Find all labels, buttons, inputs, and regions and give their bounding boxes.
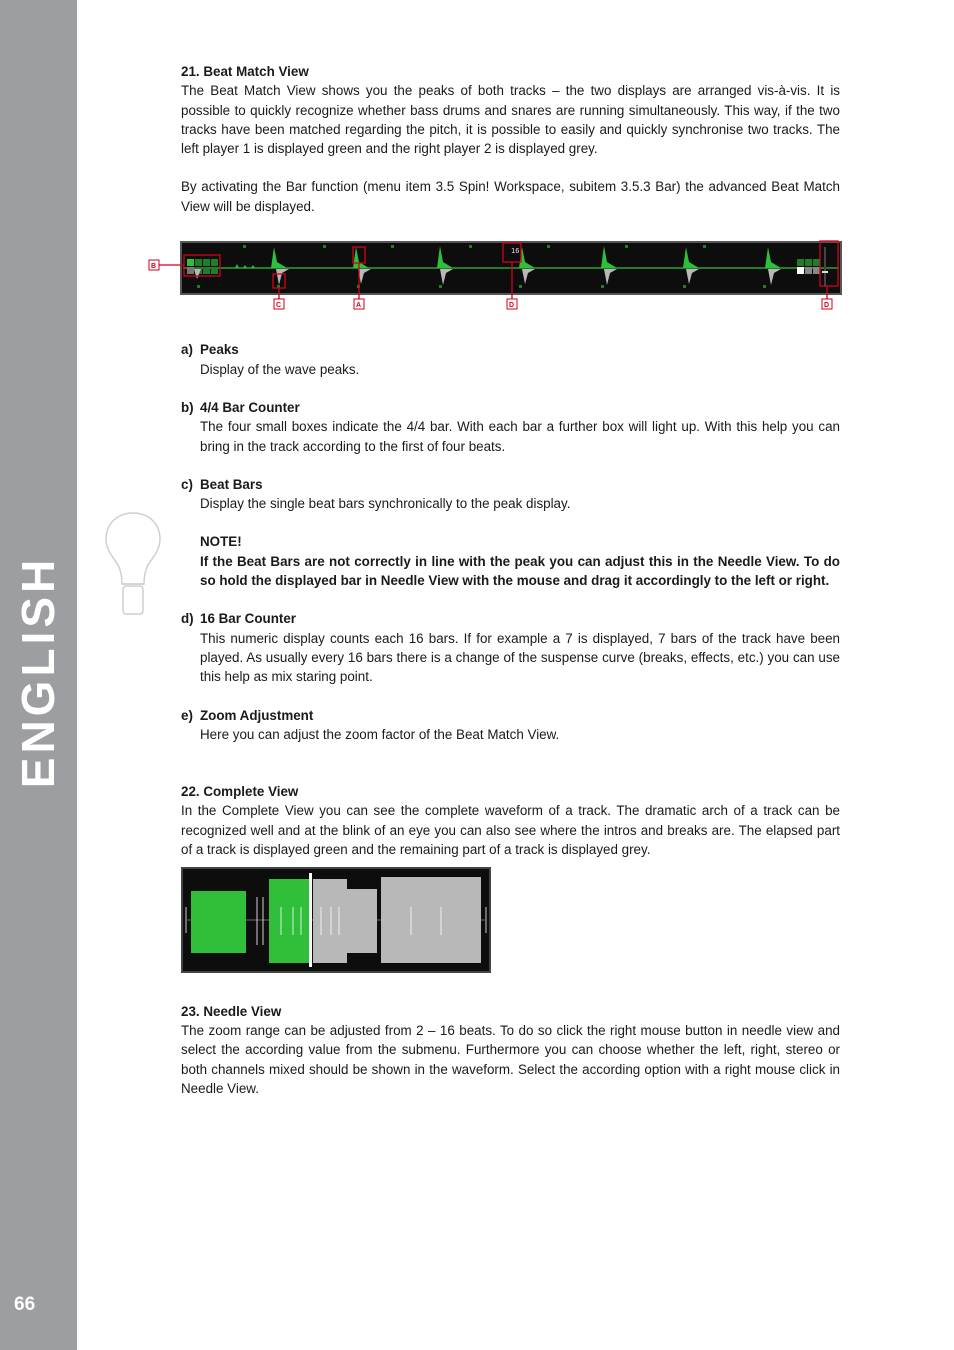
language-label: ENGLISH (12, 555, 64, 789)
page-number: 66 (14, 1294, 36, 1315)
section-23-title: 23. Needle View (181, 1003, 282, 1019)
note-label: NOTE! (200, 534, 242, 550)
bar-16-counter: 16 (511, 247, 520, 256)
note-text: If the Beat Bars are not correctly in line with the peak you can adjust this in the Needle View. To do so hold the displayed bar in Needle View with the mouse and drag it accordingly to the left or right. (200, 553, 840, 589)
item-beat-bars: c) Beat Bars Display the single beat bars synchronically to the peak display. (181, 476, 571, 512)
label-d-zoom: D (824, 302, 830, 310)
section-22-title: 22. Complete View (181, 784, 299, 800)
beat-match-view-figure (147, 239, 847, 323)
section-22-paragraph: In the Complete View you can see the complete waveform of a track. The dramatic arch of a track can be recognized well and at the blink of an eye you can also see where the intros and breaks are. The elapsed part of a track is displayed green and the remaining part of a track is displayed grey. (181, 803, 840, 858)
section-21-title: 21. Beat Match View (181, 64, 309, 79)
section-23-paragraph: The zoom range can be adjusted from 2 – 16 beats. To do so click the right mouse button in needle view and select the according value from the submenu. Furthermore you can choose whether the left, right, stereo or both channels mixed should be shown in the waveform. Select the according option with a right mouse click in Needle View. (181, 1022, 840, 1096)
language-side-band (0, 0, 77, 1350)
complete-view-figure (181, 867, 491, 973)
section-21-paragraph-1: The Beat Match View shows you the peaks of both tracks – the two displays are arranged vis-à-vis. It is possible to quickly recognize whether bass drums and snares are running simultaneously. This way, if the two tracks have been matched regarding the pitch, it is possible to easily and quickly synchronise two tracks. The left player 1 is displayed green and the right player 2 is displayed grey. (181, 83, 840, 157)
label-a: A (356, 302, 362, 310)
lightbulb-icon (103, 510, 163, 620)
section-21-paragraph-2: By activating the Bar function (menu item 3.5 Spin! Workspace, subitem 3.5.3 Bar) the advanced Beat Match View will be displayed. (181, 179, 840, 214)
item-bar-counter: b) 4/4 Bar Counter The four small boxes indicate the 4/4 bar. With each bar a further box will light up. With this help you can bring in the track according to the first of four beats. (181, 399, 840, 454)
label-c: C (276, 302, 282, 310)
note-block (181, 532, 840, 590)
label-b: B (151, 263, 157, 271)
item-peaks: a) Peaks Display of the wave peaks. (181, 342, 360, 377)
item-16-bar-counter: d) 16 Bar Counter This numeric display counts each 16 bars. If for example a 7 is displayed, 7 bars of the track have been played. As usually every 16 bars there is a change of the suspense curve (breaks, effects, etc.) you can use this help as mix staring point. (181, 611, 840, 685)
item-zoom-adjustment: e) Zoom Adjustment Here you can adjust the zoom factor of the Beat Match View. (181, 707, 560, 742)
main-content (151, 62, 840, 1098)
label-d-counter: D (509, 302, 515, 310)
